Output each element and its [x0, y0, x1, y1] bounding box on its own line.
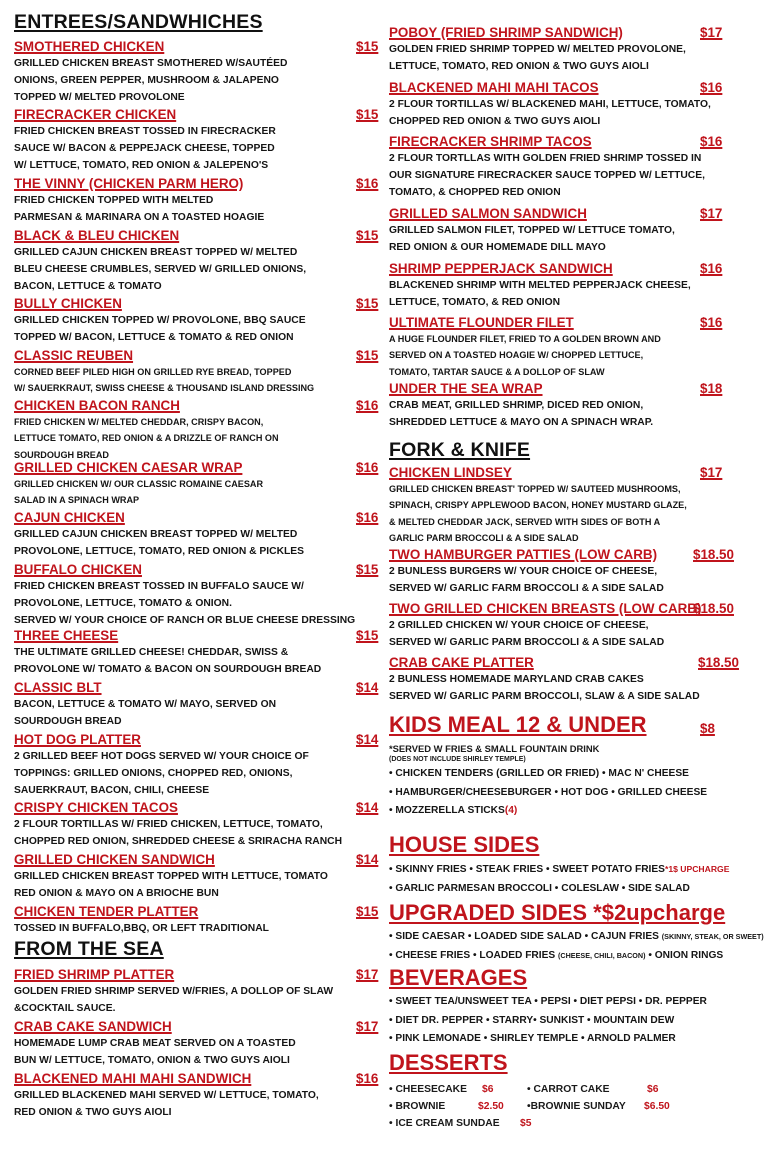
item-description-line: SERVED W/ GARLIC PARM BROCCOLI & A SIDE SALAD [389, 637, 665, 649]
item-price: $16 [700, 134, 723, 149]
upgraded-sides-note: (CHEESE, CHILI, BACON) [558, 950, 646, 960]
item-name: TWO HAMBURGER PATTIES (LOW CARB) [389, 547, 658, 562]
upgraded-sides-items: • ONION RINGS [645, 949, 724, 961]
item-name: ULTIMATE FLOUNDER FILET [389, 315, 574, 330]
menu-item [389, 261, 744, 311]
menu-item [14, 1071, 380, 1121]
item-name: BULLY CHICKEN [14, 296, 122, 311]
item-description-line: BLEU CHEESE CRUMBLES, SERVED W/ GRILLED ONIONS, [14, 264, 307, 276]
kids-meal-section [389, 712, 744, 821]
item-name: CRAB CAKE PLATTER [389, 655, 534, 670]
item-description-line: CORNED BEEF PILED HIGH ON GRILLED RYE BREAD, TOPPED [14, 367, 292, 377]
menu-item [389, 25, 744, 75]
item-price: $16 [356, 460, 379, 475]
kids-options-line: • CHICKEN TENDERS (GRILLED OR FRIED) • MAC N' CHEESE [389, 768, 689, 779]
item-price: $16 [700, 315, 723, 330]
item-description-line: SERVED W/ GARLIC PARM BROCCOLI, SLAW & A SIDE SALAD [389, 691, 700, 703]
item-description-line: 2 BUNLESS HOMEMADE MARYLAND CRAB CAKES [389, 674, 644, 685]
item-description-line: FRIED CHICKEN BREAST TOSSED IN FIRECRACKER [14, 126, 276, 137]
kids-notes [389, 742, 744, 765]
item-name: SHRIMP PEPPERJACK SANDWICH [389, 261, 613, 276]
entrees-heading: ENTREES/SANDWHICHES [14, 11, 263, 33]
item-name: BLACKENED MAHI MAHI SANDWICH [14, 1071, 252, 1086]
menu-item [14, 628, 380, 678]
item-name: CLASSIC BLT [14, 680, 102, 695]
kids-note-small: (DOES NOT INCLUDE SHIRLEY TEMPLE) [389, 756, 526, 763]
item-price: $17 [700, 25, 723, 40]
house-sides-items: • SKINNY FRIES • STEAK FRIES • SWEET POTATO FRIES [389, 864, 665, 875]
item-name: CHICKEN TENDER PLATTER [14, 904, 199, 919]
kids-meal-price: $8 [700, 721, 715, 736]
item-description-line: CRAB MEAT, GRILLED SHRIMP, DICED RED ONION, [389, 400, 644, 411]
dessert-price: $2.50 [478, 1101, 504, 1112]
item-description-line: BUN W/ LETTUCE, TOMATO, ONION & TWO GUYS AIOLI [14, 1055, 290, 1067]
item-description-line: RED ONION & MAYO ON A BRIOCHE BUN [14, 888, 219, 900]
item-description-line: GRILLED CAJUN CHICKEN BREAST TOPPED W/ MELTED [14, 529, 298, 540]
menu-item [389, 547, 744, 597]
item-description-line: SAUERKRAUT, BACON, CHILI, CHEESE [14, 785, 210, 797]
item-name: UNDER THE SEA WRAP [389, 381, 543, 396]
upgraded-sides-line [389, 928, 764, 947]
item-price: $16 [356, 398, 379, 413]
dessert-name: • ICE CREAM SUNDAE [389, 1118, 500, 1129]
item-price: $15 [356, 107, 379, 122]
dessert-price: $5 [520, 1118, 532, 1129]
beverages-line: • DIET DR. PEPPER • STARRY• SUNKIST • MOUNTAIN DEW [389, 1014, 675, 1026]
item-name: FIRECRACKER CHICKEN [14, 107, 177, 122]
upgraded-sides-line [389, 947, 744, 966]
item-name: SMOTHERED CHICKEN [14, 39, 165, 54]
item-description-line: LETTUCE TOMATO, RED ONION & A DRIZZLE OF RANCH ON [14, 433, 279, 444]
house-sides-line [389, 860, 744, 880]
menu-item [14, 852, 380, 902]
item-price: $17 [356, 967, 379, 982]
menu-item [14, 228, 380, 296]
item-name: BLACK & BLEU CHICKEN [14, 228, 180, 243]
item-description-line: FRIED CHICKEN W/ MELTED CHEDDAR, CRISPY BACON, [14, 417, 264, 427]
item-price: $16 [700, 80, 723, 95]
menu-item [14, 732, 380, 800]
item-price: $15 [356, 904, 379, 919]
item-name: TWO GRILLED CHICKEN BREASTS (LOW CARB) [389, 601, 702, 616]
item-description-line: GRILLED CAJUN CHICKEN BREAST TOPPED W/ MELTED [14, 247, 298, 258]
house-sides-heading: HOUSE SIDES [389, 832, 540, 857]
item-price: $17 [700, 465, 723, 480]
item-description-line: PROVOLONE W/ TOMATO & BACON ON SOURDOUGH BREAD [14, 664, 322, 676]
menu-item [389, 601, 744, 651]
item-description-line: HOMEMADE LUMP CRAB MEAT SERVED ON A TOASTED [14, 1038, 296, 1049]
menu-item [14, 904, 380, 937]
kids-options-line [389, 802, 744, 821]
menu-item [389, 381, 744, 431]
beverages-list [389, 993, 744, 1049]
item-description-line: GRILLED CHICKEN TOPPED W/ PROVOLONE, BBQ SAUCE [14, 315, 306, 326]
item-description-line: FRIED CHICKEN BREAST TOSSED IN BUFFALO SAUCE W/ [14, 581, 304, 592]
desserts-heading: DESSERTS [389, 1050, 508, 1075]
fork-knife-heading: FORK & KNIFE [389, 439, 531, 461]
item-description-line: THE ULTIMATE GRILLED CHEESE! CHEDDAR, SWISS & [14, 647, 289, 658]
item-name: CRISPY CHICKEN TACOS [14, 800, 178, 815]
menu-item [14, 107, 380, 175]
item-name: THE VINNY (CHICKEN PARM HERO) [14, 176, 244, 191]
item-description-line: TOPPINGS: GRILLED ONIONS, CHOPPED RED, ONIONS, [14, 768, 293, 780]
menu-item [389, 465, 744, 546]
item-description-line: LETTUCE, TOMATO, & RED ONION [389, 297, 561, 309]
item-price: $15 [356, 228, 379, 243]
item-price: $15 [356, 562, 379, 577]
item-description-line: GRILLED CHICKEN W/ OUR CLASSIC ROMAINE CAESAR [14, 479, 264, 489]
item-description-line: CHOPPED RED ONION, SHREDDED CHEESE & SRIRACHA RANCH [14, 836, 343, 848]
upgraded-sides-items: • SIDE CAESAR • LOADED SIDE SALAD • CAJUN FRIES [389, 931, 662, 942]
item-description-line: TOPPED W/ BACON, LETTUCE & TOMATO & RED ONION [14, 332, 294, 344]
dessert-name: • BROWNIE [389, 1101, 446, 1112]
kids-option-count: (4) [504, 805, 518, 817]
item-price: $16 [356, 176, 379, 191]
item-description-line: 2 GRILLED BEEF HOT DOGS SERVED W/ YOUR CHOICE OF [14, 751, 309, 762]
item-name: POBOY (FRIED SHRIMP SANDWICH) [389, 25, 623, 40]
item-description-line: PARMESAN & MARINARA ON A TOASTED HOAGIE [14, 212, 265, 224]
item-name: BUFFALO CHICKEN [14, 562, 142, 577]
item-description-line: 2 BUNLESS BURGERS W/ YOUR CHOICE OF CHEESE, [389, 566, 658, 577]
upgraded-sides-section [389, 900, 764, 965]
menu-item [14, 967, 380, 1017]
item-description-line: SERVED W/ YOUR CHOICE OF RANCH OR BLUE CHEESE DRESSING [14, 615, 356, 627]
item-description-line: TOPPED W/ MELTED PROVOLONE [14, 92, 185, 104]
menu-item [14, 510, 380, 560]
item-name: BLACKENED MAHI MAHI TACOS [389, 80, 599, 95]
dessert-name: • CHEESECAKE [389, 1084, 467, 1095]
kids-options-line: • HAMBURGER/CHEESEBURGER • HOT DOG • GRILLED CHEESE [389, 786, 708, 798]
menu-item [14, 680, 380, 730]
item-description-line: TOMATO, & CHOPPED RED ONION [389, 187, 561, 199]
item-description-line: GOLDEN FRIED SHRIMP SERVED W/FRIES, A DOLLOP OF SLAW [14, 986, 334, 997]
item-price: $17 [700, 206, 723, 221]
dessert-price: $6.50 [644, 1101, 670, 1112]
item-description-line: SOURDOUGH BREAD [14, 449, 109, 460]
beverages-line: • PINK LEMONADE • SHIRLEY TEMPLE • ARNOLD PALMER [389, 1033, 676, 1045]
item-description-line: RED ONION & TWO GUYS AIOLI [14, 1107, 172, 1119]
menu-item [14, 460, 380, 509]
menu-item [389, 80, 744, 130]
menu-item [14, 39, 380, 107]
item-price: $15 [356, 348, 379, 363]
house-sides-line: • GARLIC PARMESAN BROCCOLI • COLESLAW • SIDE SALAD [389, 882, 690, 894]
menu-item [14, 348, 380, 397]
item-price: $18.50 [698, 655, 739, 670]
item-description-line: SPINACH, CRISPY APPLEWOOD BACON, HONEY MUSTARD GLAZE, [389, 500, 687, 511]
item-price: $14 [356, 852, 379, 867]
item-description-line: FRIED CHICKEN TOPPED WITH MELTED [14, 195, 214, 206]
kids-option: • MOZZERELLA STICKS [389, 805, 505, 817]
item-description-line: PROVOLONE, LETTUCE, TOMATO, RED ONION & PICKLES [14, 546, 305, 558]
item-price: $15 [356, 628, 379, 643]
item-price: $15 [356, 39, 379, 54]
dessert-price: $6 [482, 1084, 494, 1095]
item-description-line: SAUCE W/ BACON & PEPPEJACK CHEESE, TOPPED [14, 143, 275, 155]
menu-item [14, 176, 380, 226]
item-price: $18.50 [693, 547, 734, 562]
item-description-line: GOLDEN FRIED SHRIMP TOPPED W/ MELTED PROVOLONE, [389, 44, 686, 55]
item-price: $18 [700, 381, 723, 396]
item-description-line: GRILLED BLACKENED MAHI SERVED W/ LETTUCE, TOMATO, [14, 1090, 319, 1101]
beverages-heading: BEVERAGES [389, 965, 528, 990]
item-description-line: CHOPPED RED ONION & TWO GUYS AIOLI [389, 116, 601, 128]
item-price: $16 [700, 261, 723, 276]
item-name: CHICKEN BACON RANCH [14, 398, 180, 413]
item-price: $14 [356, 800, 379, 815]
dessert-name: • CARROT CAKE [527, 1084, 610, 1095]
item-description-line: LETTUCE, TOMATO, RED ONION & TWO GUYS AIOLI [389, 61, 649, 73]
item-description-line: SERVED ON A TOASTED HOAGIE W/ CHOPPED LETTUCE, [389, 350, 644, 361]
item-description-line: TOSSED IN BUFFALO,BBQ, OR LEFT TRADITIONAL [14, 923, 269, 934]
item-name: GRILLED CHICKEN SANDWICH [14, 852, 215, 867]
item-description-line: GRILLED CHICKEN BREAST TOPPED WITH LETTUCE, TOMATO [14, 871, 328, 882]
item-price: $14 [356, 732, 379, 747]
upgraded-sides-heading: UPGRADED SIDES *$2upcharge [389, 900, 726, 925]
item-description-line: ONIONS, GREEN PEPPER, MUSHROOM & JALAPENO [14, 75, 279, 87]
item-price: $16 [356, 510, 379, 525]
item-description-line: TOMATO, TARTAR SAUCE & A DOLLOP OF SLAW [389, 366, 605, 377]
item-description-line: GARLIC PARM BROCCOLI & A SIDE SALAD [389, 532, 579, 543]
desserts-section [389, 1050, 744, 1140]
item-description-line: A HUGE FLOUNDER FILET, FRIED TO A GOLDEN BROWN AND [389, 334, 661, 344]
item-name: GRILLED SALMON SANDWICH [389, 206, 587, 221]
house-sides-section [389, 832, 744, 898]
item-price: $15 [356, 296, 379, 311]
menu-item [14, 562, 380, 630]
dessert-name: •BROWNIE SUNDAY [527, 1101, 626, 1112]
item-price: $16 [356, 1071, 379, 1086]
menu-item [389, 655, 744, 705]
item-price: $18.50 [693, 601, 734, 616]
upcharge-note: *1$ UPCHARGE [664, 864, 730, 874]
item-description-line: GRILLED SALMON FILET, TOPPED W/ LETTUCE TOMATO, [389, 225, 675, 236]
item-description-line: GRILLED CHICKEN BREAST' TOPPED W/ SAUTEED MUSHROOMS, [389, 484, 681, 494]
item-name: FIRECRACKER SHRIMP TACOS [389, 134, 592, 149]
upgraded-sides-items: • CHEESE FRIES • LOADED FRIES [389, 949, 559, 961]
item-name: CHICKEN LINDSEY [389, 465, 512, 480]
item-name: GRILLED CHICKEN CAESAR WRAP [14, 460, 243, 475]
item-description-line: SERVED W/ GARLIC FARM BROCCOLI & A SIDE SALAD [389, 583, 664, 595]
item-name: CAJUN CHICKEN [14, 510, 125, 525]
item-description-line: 2 FLOUR TORTILLAS W/ BLACKENED MAHI, LETTUCE, TOMATO, [389, 99, 711, 110]
item-description-line: & MELTED CHEDDAR JACK, SERVED WITH SIDES OF BOTH A [389, 516, 661, 527]
item-description-line: &COCKTAIL SAUCE. [14, 1003, 116, 1015]
kids-note: *SERVED W FRIES & SMALL FOUNTAIN DRINK [389, 743, 600, 754]
item-description-line: SOURDOUGH BREAD [14, 716, 122, 728]
item-description-line: BACON, LETTUCE & TOMATO [14, 281, 162, 293]
item-description-line: OUR SIGNATURE FIRECRACKER SAUCE TOPPED W/ LETTUCE, [389, 170, 705, 182]
item-description-line: W/ LETTUCE, TOMATO, RED ONION & JALEPENO'S [14, 160, 269, 172]
item-description-line: 2 FLOUR TORTILLAS W/ FRIED CHICKEN, LETTUCE, TOMATO, [14, 819, 323, 830]
menu-item [14, 398, 380, 463]
menu-item [389, 315, 744, 380]
menu-item [14, 800, 380, 850]
item-description-line: GRILLED CHICKEN BREAST SMOTHERED W/SAUTÉED [14, 58, 288, 69]
item-description-line: 2 GRILLED CHICKEN W/ YOUR CHOICE OF CHEESE, [389, 620, 649, 631]
beverages-line: • SWEET TEA/UNSWEET TEA • PEPSI • DIET PEPSI • DR. PEPPER [389, 996, 707, 1007]
item-description-line: BACON, LETTUCE & TOMATO W/ MAYO, SERVED ON [14, 699, 277, 710]
item-name: THREE CHEESE [14, 628, 119, 643]
upgraded-sides-note: (SKINNY, STEAK, OR SWEET) [661, 932, 764, 941]
item-description-line: W/ SAUERKRAUT, SWISS CHEESE & THOUSAND ISLAND DRESSING [14, 383, 315, 394]
menu-item [389, 134, 744, 202]
item-name: HOT DOG PLATTER [14, 732, 141, 747]
item-name: FRIED SHRIMP PLATTER [14, 967, 175, 982]
menu-item [14, 1019, 380, 1069]
dessert-price: $6 [647, 1084, 659, 1095]
item-name: CLASSIC REUBEN [14, 348, 134, 363]
item-price: $17 [356, 1019, 379, 1034]
item-description-line: 2 FLOUR TORTLLAS WITH GOLDEN FRIED SHRIMP TOSSED IN [389, 153, 702, 164]
menu-item [389, 206, 744, 256]
item-price: $14 [356, 680, 379, 695]
item-description-line: SHREDDED LETTUCE & MAYO ON A SPINACH WRAP. [389, 417, 654, 429]
menu-item [14, 296, 380, 346]
beverages-section [389, 965, 744, 1049]
item-description-line: RED ONION & OUR HOMEMADE DILL MAYO [389, 242, 606, 254]
item-description-line: SALAD IN A SPINACH WRAP [14, 495, 140, 506]
item-description-line: PROVOLONE, LETTUCE, TOMATO & ONION. [14, 598, 232, 610]
from-the-sea-heading: FROM THE SEA [14, 938, 164, 960]
item-name: CRAB CAKE SANDWICH [14, 1019, 172, 1034]
kids-meal-heading: KIDS MEAL 12 & UNDER [389, 712, 647, 737]
item-description-line: BLACKENED SHRIMP WITH MELTED PEPPERJACK CHEESE, [389, 280, 691, 291]
